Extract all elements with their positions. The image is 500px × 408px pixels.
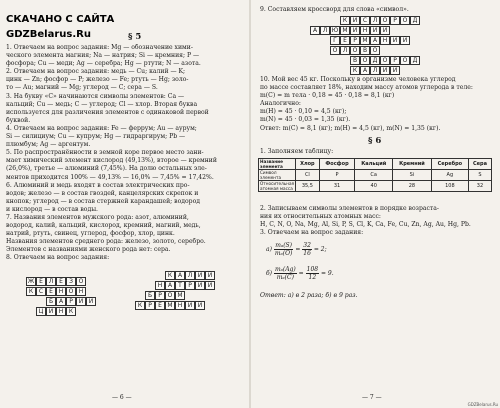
crossword-cell: И: [350, 26, 360, 35]
crossword-cell: А: [56, 297, 66, 306]
crossword-cell: И: [390, 36, 400, 45]
table-cell: 28: [393, 181, 432, 192]
crossword-cell: И: [195, 281, 205, 290]
crossword-cell: М: [165, 301, 175, 310]
crossword-cell: Е: [56, 277, 66, 286]
crossword-cell: К: [350, 66, 360, 75]
crossword-cell: Й: [400, 36, 410, 45]
crossword-cell: О: [76, 277, 86, 286]
table-cell: P: [319, 170, 355, 181]
text-line: используется для различения элементов с одинаковой первой: [6, 108, 209, 116]
crossword-cell: Й: [86, 297, 96, 306]
task2-line: 2. Записываем символы элементов в порядке возраста-: [260, 205, 439, 212]
table-cell: 40: [355, 181, 393, 192]
text-line: водов; железо — в состав гвоздей, канцелярских скрепок и: [6, 189, 199, 197]
crossword-cell: Ц: [36, 307, 46, 316]
table-cell: Символ элемента: [259, 170, 296, 181]
table-cell: S: [468, 170, 491, 181]
table-cell: Серебро: [431, 159, 468, 170]
table-cell: Si: [393, 170, 432, 181]
site-credit: GDZBelarus.Ru: [467, 402, 498, 407]
crossword-cell: К: [340, 16, 350, 25]
table-cell: 31: [319, 181, 355, 192]
crossword-cell: Л: [340, 46, 350, 55]
table-cell: Фосфор: [319, 159, 355, 170]
crossword-cell: Б: [145, 291, 155, 300]
crossword-cell: Р: [145, 301, 155, 310]
text-line: кнопок; углерод — в состав стержней карандашей; водород: [6, 197, 200, 205]
table-cell: Сера: [468, 159, 491, 170]
crossword-cell: А: [165, 281, 175, 290]
crossword-cell: Г: [330, 36, 340, 45]
text-line: 2. Отвечаем на вопрос задания: медь — Cu; калий — K;: [6, 68, 186, 76]
crossword-cell: Т: [175, 281, 185, 290]
crossword-cell: О: [400, 16, 410, 25]
crossword-cell: И: [380, 66, 390, 75]
task1-text: 1. Заполняем таблицу:: [260, 148, 334, 155]
text-line: 1. Отвечаем на вопрос задания: Mg — обозначение хими-: [6, 44, 193, 51]
crossword-cell: И: [350, 16, 360, 25]
table-cell: Кальций: [355, 159, 393, 170]
text-line: Si — силициум; Cu — купрум; Hg — гидраргирум; Pb —: [6, 133, 186, 141]
text-line: и кислород — в состав воды.: [6, 205, 98, 213]
elements-table: [258, 158, 492, 192]
crossword-cell: Й: [390, 66, 400, 75]
task2-line: H, C, N, O, Na, Mg, Al, Si, P, S, Cl, K, Ca, Fe, Cu, Zn, Ag, Au, Hg, Pb.: [260, 221, 471, 229]
answer3-text: Ответ: а) в 2 раза; б) в 9 раз.: [260, 292, 358, 299]
text-line: кальций; Cu — медь; C — углерод; Cl — хлор. Вторая буква: [6, 100, 198, 108]
table-cell: Кремний: [393, 159, 432, 170]
fraction-b: б) $\frac{\text{mₐ(Ag)}}{\text{mₐ(C)}}$ = $\frac{108}{12}$ = 9.: [266, 266, 334, 281]
text-line: водород, калий, кальций, кислород, кремний, магний, медь,: [6, 222, 201, 230]
crossword-cell: Р: [350, 36, 360, 45]
text-line: ментов приходится 100% — 49,13% — 16,0% — 7,45% = 17,42%.: [6, 173, 214, 181]
crossword-cell: Р: [390, 16, 400, 25]
text-line: натрий, ртуть, свинец, углерод, фосфор, хлор, цинк.: [6, 230, 175, 238]
crossword-cell: Л: [370, 66, 380, 75]
text-line: 5. По распространённости в земной коре первое место зани-: [6, 149, 204, 157]
crossword-cell: О: [400, 56, 410, 65]
crossword-cell: Р: [66, 297, 76, 306]
table-cell: Хлор: [296, 159, 320, 170]
task10-line: Аналогично:: [260, 100, 301, 108]
text-line: (26,0%), третье — алюминий (7,45%). На долю остальных эле-: [6, 165, 207, 173]
crossword-cell: И: [46, 307, 56, 316]
crossword-cell: Й: [195, 301, 205, 310]
table-cell: 108: [431, 181, 468, 192]
crossword-cell: О: [350, 46, 360, 55]
text-line: то — Au; магний — Mg; углерод — C; сера — S.: [6, 84, 158, 92]
crossword-cell: Й: [205, 281, 215, 290]
text-line: 4. Отвечаем на вопрос задания: Fe — феррум; Au — аурум;: [6, 124, 197, 132]
text-line: фосфора; Cu — меди; Ag — серебра; Hg — ртути; N — азота.: [6, 60, 201, 68]
crossword-cell: К: [135, 301, 145, 310]
right-page: [250, 0, 500, 408]
crossword-cell: Й: [380, 26, 390, 35]
table-row: [259, 159, 492, 170]
table-cell: 32: [468, 181, 491, 192]
task10-line: 10. Мой вес 45 кг. Поскольку в организме человека углерод: [260, 76, 456, 83]
crossword-cell: О: [66, 287, 76, 296]
watermark-line2: GDZBelarus.Ru: [6, 29, 91, 40]
task10-line: Ответ: m(C) = 8,1 (кг); m(H) = 4,5 (кг), m(N) = 1,35 (кг).: [260, 124, 441, 132]
text-line: плюмбум; Ag — аргентум.: [6, 141, 91, 149]
task10-line: m(C) = m тела · 0,18 = 45 · 0,18 = 8,1 (кг): [260, 92, 395, 100]
crossword-cell: О: [370, 46, 380, 55]
table-row: [259, 181, 492, 192]
crossword-cell: Д: [410, 56, 420, 65]
page-number-right: — 7 —: [362, 394, 382, 401]
crossword-cell: Д: [370, 56, 380, 65]
section-heading-6: § 6: [368, 136, 382, 146]
text-line: Названия элементов среднего рода: железо, золото, серебро.: [6, 238, 206, 246]
crossword-cell: А: [360, 66, 370, 75]
task10-line: по массе составляет 18%, находим массу атомов углерода в теле:: [260, 84, 473, 92]
crossword-cell: И: [195, 271, 205, 280]
crossword-cell: В: [360, 46, 370, 55]
crossword-cell: О: [380, 16, 390, 25]
crossword-cell: Л: [320, 26, 330, 35]
crossword-cell: М: [360, 36, 370, 45]
crossword-cell: К: [26, 287, 36, 296]
text-line: 7. Названия элементов мужского рода: азот, алюминий,: [6, 213, 189, 221]
task10-line: m(H) = 45 · 0,10 = 4,5 (кг);: [260, 108, 347, 116]
crossword-cell: Й: [205, 271, 215, 280]
text-line: 8. Отвечаем на вопрос задания:: [6, 254, 110, 262]
crossword-cell: Е: [155, 301, 165, 310]
crossword-cell: С: [360, 16, 370, 25]
crossword-cell: Н: [175, 301, 185, 310]
crossword-cell: М: [175, 291, 185, 300]
table-cell: Название элемента: [259, 159, 296, 170]
text-line: 3. На букву «C» начинаются символы элементов: Ca —: [6, 92, 185, 100]
crossword-cell: Н: [56, 307, 66, 316]
text-line: ческого элемента магния; Na — натрия; Si — кремния; P —: [6, 52, 200, 60]
text-line: мает химический элемент кислород (49,13%), второе — кремний: [6, 157, 217, 165]
task2-line: ния их относительных атомных масс:: [260, 213, 381, 221]
table-row: [259, 170, 492, 181]
crossword-cell: Л: [185, 271, 195, 280]
crossword-cell: Ю: [331, 27, 339, 34]
table-cell: Ca: [355, 170, 393, 181]
crossword-cell: Н: [360, 26, 370, 35]
crossword-cell: Д: [410, 16, 420, 25]
crossword-cell: А: [175, 271, 185, 280]
crossword-cell: С: [36, 287, 46, 296]
task2-line: 3. Отвечаем на вопрос задания:: [260, 229, 364, 237]
left-text-block: [6, 44, 246, 263]
section-heading-5: § 5: [128, 32, 142, 42]
crossword-cell: О: [380, 56, 390, 65]
crossword-cell: Р: [155, 291, 165, 300]
crossword-cell: Н: [56, 287, 66, 296]
text-line: Элементов с названиями женского рода нет: сера.: [6, 246, 171, 254]
crossword-cell: Н: [76, 287, 86, 296]
crossword-cell: М: [340, 26, 350, 35]
crossword-cell: О: [165, 291, 175, 300]
table-cell: Ag: [431, 170, 468, 181]
fraction-a: а) $\frac{\text{mₐ(S)}}{\text{mₐ(O)}}$ = $\frac{32}{16}$ = 2;: [266, 242, 327, 257]
crossword-cell: Л: [46, 277, 56, 286]
text-line: буквой.: [6, 116, 31, 124]
crossword-cell: Б: [46, 297, 56, 306]
crossword-cell: Л: [370, 16, 380, 25]
crossword-cell: К: [165, 271, 175, 280]
crossword-cell: Р: [185, 281, 195, 290]
crossword-cell: О: [360, 56, 370, 65]
crossword-cell: Р: [390, 56, 400, 65]
crossword-cell: К: [66, 307, 76, 316]
crossword-cell: И: [76, 297, 86, 306]
crossword-cell: Е: [340, 36, 350, 45]
crossword-cell: З: [66, 277, 76, 286]
task10-line: m(N) = 45 · 0,03 = 1,35 (кг).: [260, 116, 351, 124]
crossword-cell: Е: [36, 277, 46, 286]
table-cell: Cl: [296, 170, 320, 181]
crossword-cell: А: [310, 26, 320, 35]
crossword-cell: И: [185, 301, 195, 310]
table-cell: Относительная атомная масса: [260, 181, 295, 191]
crossword-cell: А: [370, 36, 380, 45]
crossword-cell: Ж: [27, 278, 35, 285]
table-cell: 35,5: [296, 181, 320, 192]
task10-block: [260, 76, 496, 133]
task9-text: 9. Составляем кроссворд для слова «символ».: [260, 6, 409, 13]
crossword-cell: О: [330, 46, 340, 55]
text-line: цинк — Zn; фосфор — P; железо — Fe; ртуть — Hg; золо-: [6, 76, 189, 84]
crossword-cell: И: [370, 26, 380, 35]
crossword-cell: Е: [46, 287, 56, 296]
crossword-cell: В: [350, 56, 360, 65]
text-line: 6. Алюминий и медь входят в состав электрических про-: [6, 181, 190, 189]
crossword-cell: Н: [155, 281, 165, 290]
watermark-line1: СКАЧАНО С САЙТА: [6, 14, 115, 25]
page-number-left: — 6 —: [112, 394, 132, 401]
task2-block: [260, 205, 496, 237]
crossword-cell: Н: [380, 36, 390, 45]
